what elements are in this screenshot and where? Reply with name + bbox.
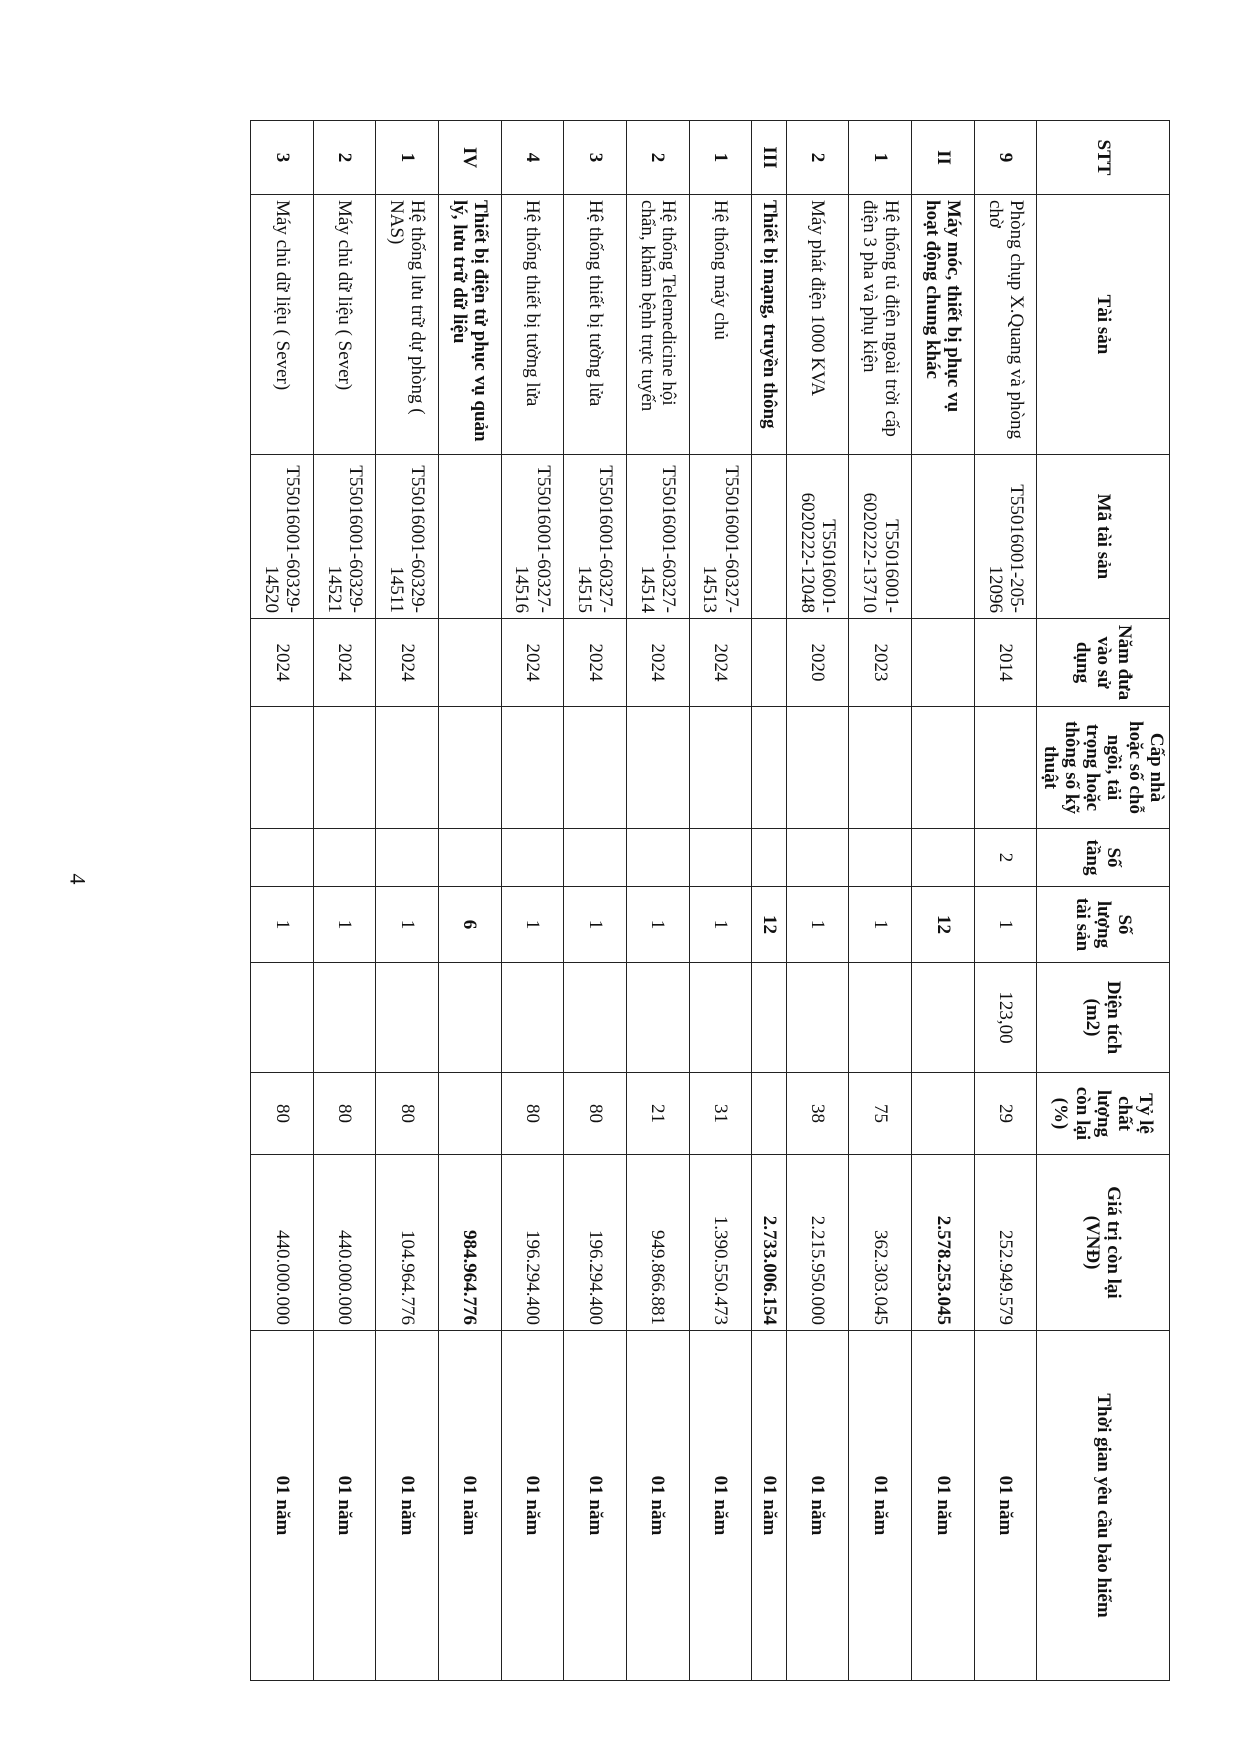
cell-grade xyxy=(501,707,564,829)
cell-year xyxy=(912,619,975,707)
table-row xyxy=(786,121,849,1681)
cell-value: 1.390.550.473 xyxy=(689,1155,752,1331)
cell-grade xyxy=(974,707,1037,829)
cell-qty: 1 xyxy=(974,887,1037,963)
cell-year: 2020 xyxy=(786,619,849,707)
cell-area xyxy=(439,963,502,1073)
cell-grade xyxy=(376,707,439,829)
cell-code xyxy=(912,455,975,619)
cell-quality: 21 xyxy=(626,1073,689,1155)
cell-value: 2.578.253.045 xyxy=(912,1155,975,1331)
cell-floors: 2 xyxy=(974,829,1037,887)
cell-name: Thiết bị mạng, truyền thông xyxy=(752,195,787,455)
cell-stt: II xyxy=(912,121,975,195)
page-number: 4 xyxy=(65,873,91,885)
rotated-sheet xyxy=(250,120,1170,1680)
cell-stt: IV xyxy=(439,121,502,195)
cell-name: Hệ thống Telemedicine hội chẩn, khám bệnh trực tuyến xyxy=(626,195,689,455)
cell-area xyxy=(626,963,689,1073)
cell-value: 984.964.776 xyxy=(439,1155,502,1331)
cell-name: Phòng chụp X.Quang và phòng chờ xyxy=(974,195,1037,455)
table-row xyxy=(501,121,564,1681)
cell-year: 2024 xyxy=(689,619,752,707)
cell-area: 123,00 xyxy=(974,963,1037,1073)
cell-name: Hệ thống tủ điện ngoài trời cấp điện 3 pha và phụ kiện xyxy=(849,195,912,455)
cell-grade xyxy=(689,707,752,829)
cell-code xyxy=(439,455,502,619)
cell-stt: 2 xyxy=(313,121,376,195)
cell-insurance: 01 năm xyxy=(501,1331,564,1681)
header-year: Năm đưa vào sử dụng xyxy=(1037,619,1170,707)
cell-qty: 6 xyxy=(439,887,502,963)
cell-grade xyxy=(786,707,849,829)
cell-quality: 80 xyxy=(251,1073,314,1155)
asset-insurance-table xyxy=(250,120,1170,1681)
cell-grade xyxy=(313,707,376,829)
cell-qty: 1 xyxy=(849,887,912,963)
cell-grade xyxy=(439,707,502,829)
cell-name: Máy chủ dữ liệu ( Sever) xyxy=(313,195,376,455)
cell-year xyxy=(752,619,787,707)
table-row xyxy=(626,121,689,1681)
cell-floors xyxy=(912,829,975,887)
cell-year: 2024 xyxy=(251,619,314,707)
cell-quality: 80 xyxy=(501,1073,564,1155)
cell-name: Hệ thống thiết bị tường lửa xyxy=(501,195,564,455)
cell-grade xyxy=(912,707,975,829)
cell-qty: 1 xyxy=(786,887,849,963)
cell-area xyxy=(689,963,752,1073)
cell-value: 2.215.950.000 xyxy=(786,1155,849,1331)
cell-insurance: 01 năm xyxy=(376,1331,439,1681)
header-grade: Cấp nhà hoặc số chỗ ngồi, tải trọng hoặc thông số kỹ thuật xyxy=(1037,707,1170,829)
table-row xyxy=(313,121,376,1681)
cell-insurance: 01 năm xyxy=(849,1331,912,1681)
cell-insurance: 01 năm xyxy=(689,1331,752,1681)
cell-stt: 1 xyxy=(689,121,752,195)
table-body xyxy=(251,121,1037,1681)
table-row xyxy=(376,121,439,1681)
cell-code: T55016001-6020222-12048 xyxy=(786,455,849,619)
cell-qty: 1 xyxy=(689,887,752,963)
cell-code: T55016001-60327-14513 xyxy=(689,455,752,619)
table-group-row xyxy=(912,121,975,1681)
cell-stt: 3 xyxy=(564,121,627,195)
table-row xyxy=(564,121,627,1681)
cell-code: T55016001-60329-14520 xyxy=(251,455,314,619)
cell-name: Thiết bị điện tử phục vụ quản lý, lưu trữ dữ liệu xyxy=(439,195,502,455)
cell-grade xyxy=(564,707,627,829)
cell-quality xyxy=(752,1073,787,1155)
cell-area xyxy=(912,963,975,1073)
header-qty: Số lượng tài sản xyxy=(1037,887,1170,963)
cell-value: 949.866.881 xyxy=(626,1155,689,1331)
cell-quality: 29 xyxy=(974,1073,1037,1155)
cell-qty: 12 xyxy=(912,887,975,963)
cell-floors xyxy=(564,829,627,887)
cell-insurance: 01 năm xyxy=(313,1331,376,1681)
cell-floors xyxy=(752,829,787,887)
cell-year: 2023 xyxy=(849,619,912,707)
cell-code: T55016001-60327-14515 xyxy=(564,455,627,619)
cell-year: 2024 xyxy=(313,619,376,707)
cell-code: T55016001-60329-14511 xyxy=(376,455,439,619)
cell-name: Máy phát điện 1000 KVA xyxy=(786,195,849,455)
cell-grade xyxy=(849,707,912,829)
table-header-row xyxy=(1037,121,1170,1681)
cell-stt: III xyxy=(752,121,787,195)
cell-floors xyxy=(786,829,849,887)
cell-value: 252.949.579 xyxy=(974,1155,1037,1331)
cell-value: 362.303.045 xyxy=(849,1155,912,1331)
cell-quality xyxy=(439,1073,502,1155)
cell-quality: 31 xyxy=(689,1073,752,1155)
table-group-row xyxy=(439,121,502,1681)
cell-grade xyxy=(251,707,314,829)
cell-floors xyxy=(849,829,912,887)
cell-qty: 1 xyxy=(251,887,314,963)
cell-quality: 38 xyxy=(786,1073,849,1155)
cell-floors xyxy=(689,829,752,887)
cell-quality: 75 xyxy=(849,1073,912,1155)
cell-quality: 80 xyxy=(376,1073,439,1155)
cell-code: T55016001-60329-14521 xyxy=(313,455,376,619)
cell-insurance: 01 năm xyxy=(564,1331,627,1681)
cell-stt: 2 xyxy=(786,121,849,195)
cell-insurance: 01 năm xyxy=(626,1331,689,1681)
cell-year xyxy=(439,619,502,707)
table-row xyxy=(251,121,314,1681)
cell-floors xyxy=(626,829,689,887)
cell-stt: 1 xyxy=(376,121,439,195)
table-group-row xyxy=(752,121,787,1681)
cell-name: Hệ thống máy chủ xyxy=(689,195,752,455)
header-stt: STT xyxy=(1037,121,1170,195)
header-name: Tài sản xyxy=(1037,195,1170,455)
cell-stt: 2 xyxy=(626,121,689,195)
cell-floors xyxy=(501,829,564,887)
header-quality: Tỷ lệ chất lượng còn lại (%) xyxy=(1037,1073,1170,1155)
header-floors: Số tầng xyxy=(1037,829,1170,887)
table-row xyxy=(689,121,752,1681)
header-insurance: Thời gian yêu cầu bảo hiểm xyxy=(1037,1331,1170,1681)
cell-stt: 9 xyxy=(974,121,1037,195)
cell-value: 196.294.400 xyxy=(564,1155,627,1331)
cell-area xyxy=(752,963,787,1073)
cell-quality: 80 xyxy=(313,1073,376,1155)
header-code: Mã tài sản xyxy=(1037,455,1170,619)
cell-code: T55016001-205-12096 xyxy=(974,455,1037,619)
cell-insurance: 01 năm xyxy=(752,1331,787,1681)
cell-area xyxy=(376,963,439,1073)
cell-grade xyxy=(626,707,689,829)
cell-area xyxy=(849,963,912,1073)
cell-floors xyxy=(376,829,439,887)
cell-qty: 1 xyxy=(376,887,439,963)
cell-year: 2024 xyxy=(564,619,627,707)
cell-value: 440.000.000 xyxy=(251,1155,314,1331)
cell-stt: 1 xyxy=(849,121,912,195)
cell-floors xyxy=(439,829,502,887)
cell-code: T55016001-60327-14514 xyxy=(626,455,689,619)
cell-stt: 3 xyxy=(251,121,314,195)
cell-year: 2024 xyxy=(626,619,689,707)
cell-qty: 1 xyxy=(501,887,564,963)
cell-name: Máy chủ dữ liệu ( Sever) xyxy=(251,195,314,455)
cell-area xyxy=(251,963,314,1073)
cell-name: Máy móc, thiết bị phục vụ hoạt động chung khác xyxy=(912,195,975,455)
table-row xyxy=(974,121,1037,1681)
cell-area xyxy=(313,963,376,1073)
cell-qty: 1 xyxy=(564,887,627,963)
cell-area xyxy=(786,963,849,1073)
cell-insurance: 01 năm xyxy=(974,1331,1037,1681)
cell-year: 2024 xyxy=(501,619,564,707)
cell-qty: 1 xyxy=(313,887,376,963)
cell-area xyxy=(564,963,627,1073)
cell-quality: 80 xyxy=(564,1073,627,1155)
cell-insurance: 01 năm xyxy=(912,1331,975,1681)
cell-area xyxy=(501,963,564,1073)
cell-code xyxy=(752,455,787,619)
cell-grade xyxy=(752,707,787,829)
cell-floors xyxy=(251,829,314,887)
cell-qty: 12 xyxy=(752,887,787,963)
table-row xyxy=(849,121,912,1681)
cell-insurance: 01 năm xyxy=(439,1331,502,1681)
cell-quality xyxy=(912,1073,975,1155)
cell-value: 104.964.776 xyxy=(376,1155,439,1331)
cell-value: 196.294.400 xyxy=(501,1155,564,1331)
cell-name: Hệ thống lưu trữ dự phòng ( NAS) xyxy=(376,195,439,455)
cell-code: T55016001-60327-14516 xyxy=(501,455,564,619)
cell-year: 2024 xyxy=(376,619,439,707)
cell-floors xyxy=(313,829,376,887)
header-value: Giá trị còn lại (VNĐ) xyxy=(1037,1155,1170,1331)
cell-name: Hệ thống thiết bị tường lửa xyxy=(564,195,627,455)
cell-value: 440.000.000 xyxy=(313,1155,376,1331)
cell-qty: 1 xyxy=(626,887,689,963)
header-area: Diện tích (m2) xyxy=(1037,963,1170,1073)
cell-stt: 4 xyxy=(501,121,564,195)
cell-insurance: 01 năm xyxy=(251,1331,314,1681)
cell-code: T55016001-6020222-13710 xyxy=(849,455,912,619)
cell-year: 2014 xyxy=(974,619,1037,707)
cell-value: 2.733.006.154 xyxy=(752,1155,787,1331)
cell-insurance: 01 năm xyxy=(786,1331,849,1681)
